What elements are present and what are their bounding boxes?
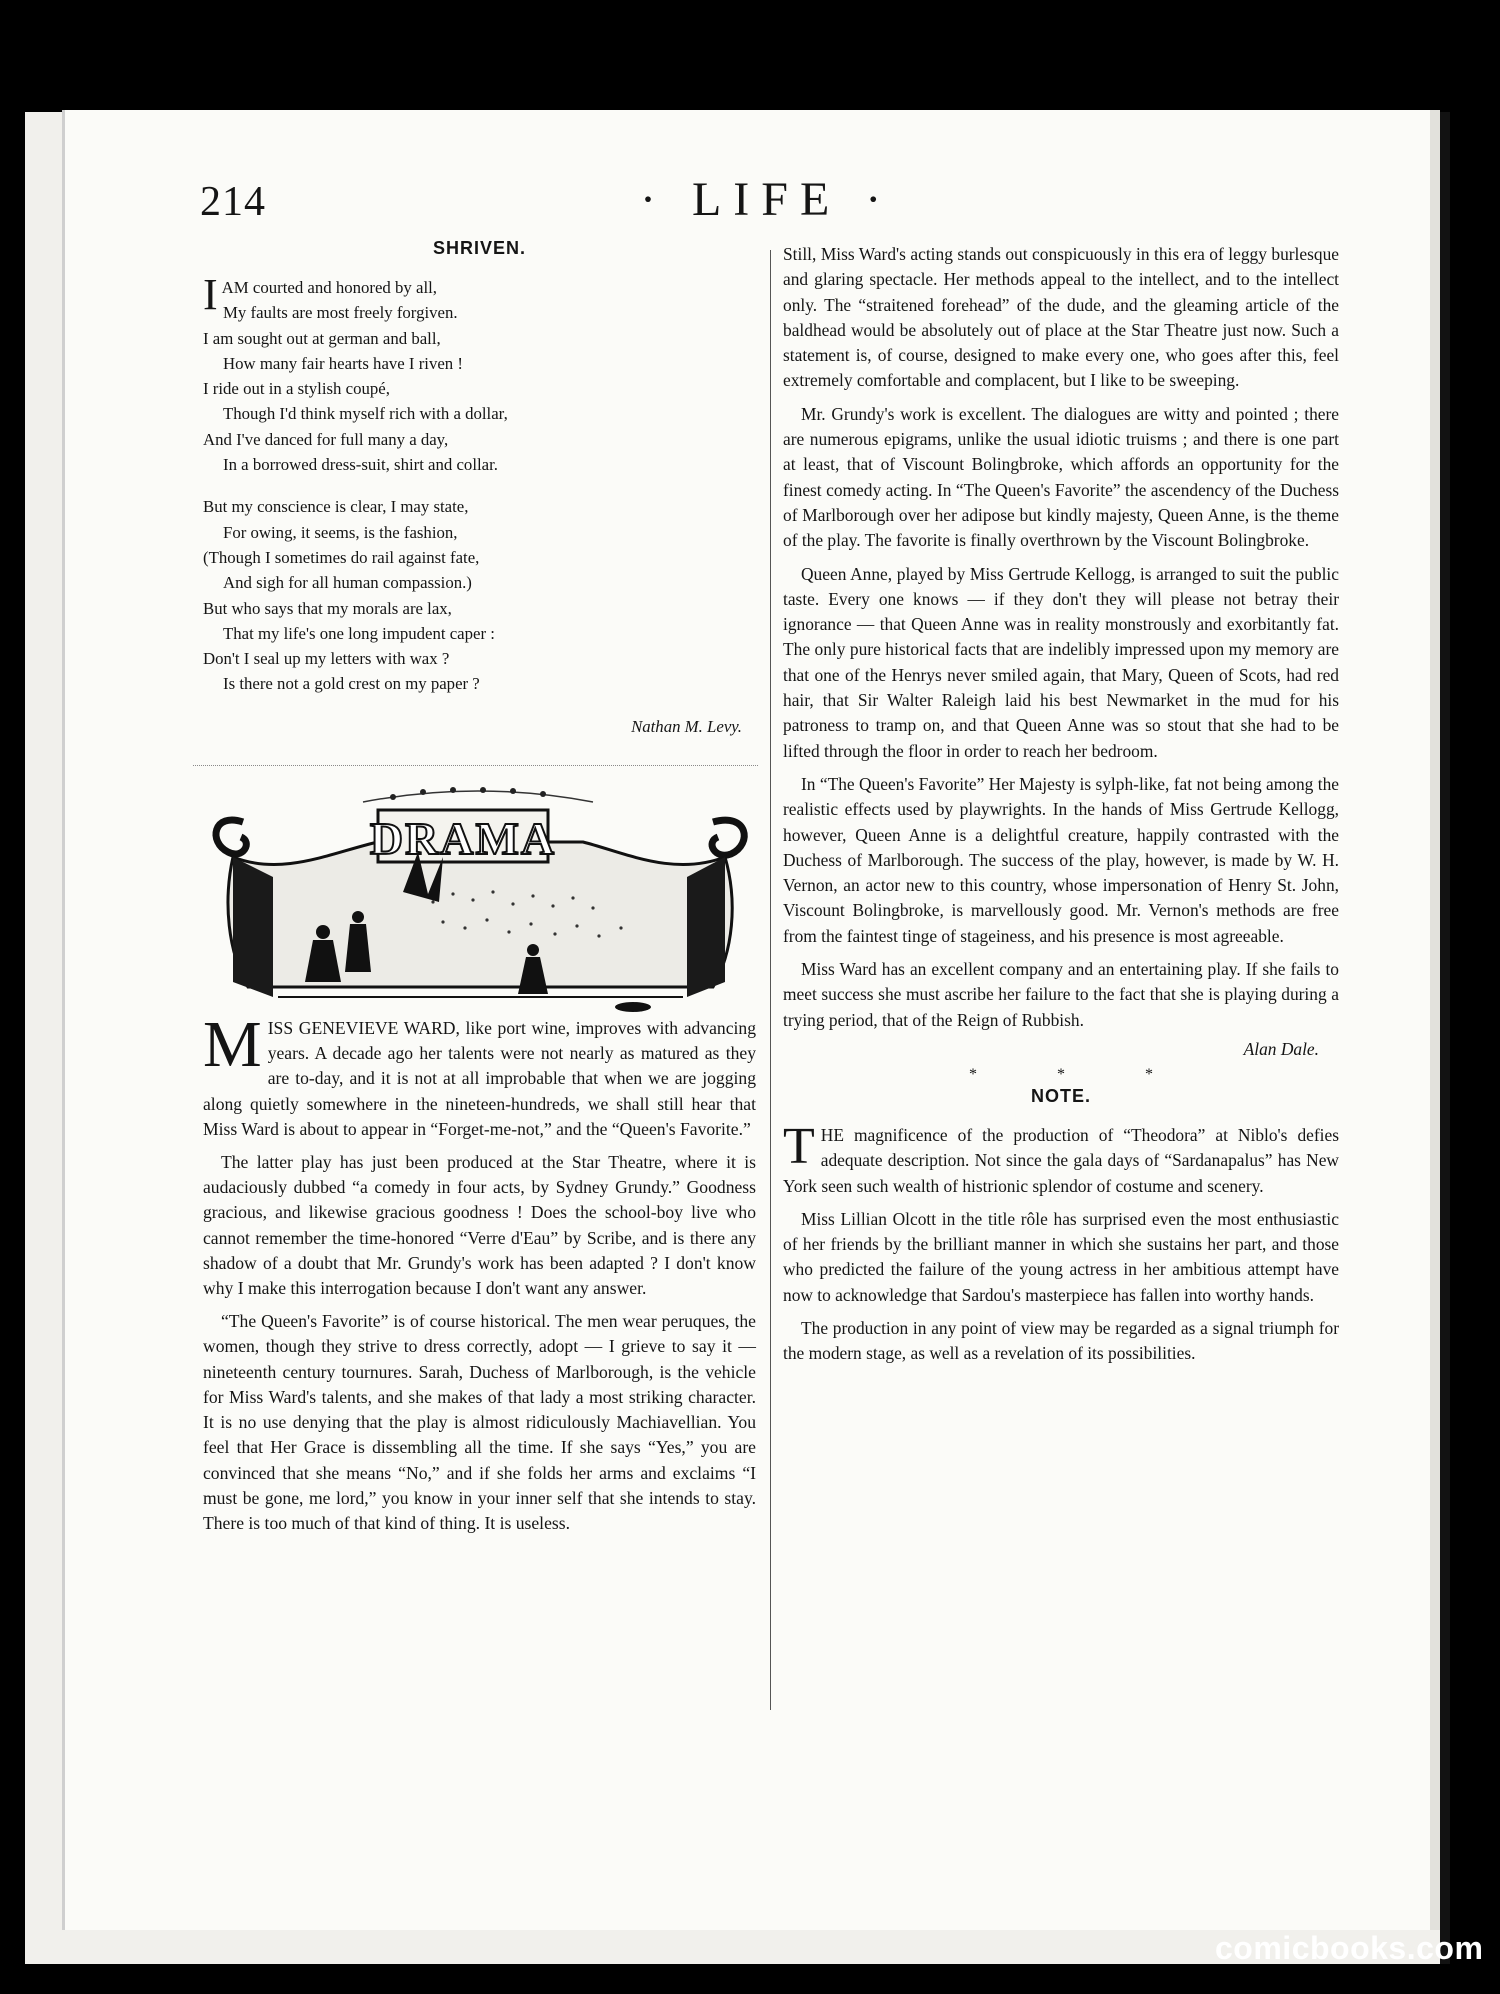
poem-line: I am sought out at german and ball, xyxy=(203,328,441,348)
column-divider xyxy=(770,250,771,1710)
drama-article-right xyxy=(783,242,1339,1367)
article-author: Alan Dale. xyxy=(1243,1038,1319,1059)
poem-line: Is there not a gold crest on my paper ? xyxy=(223,674,480,694)
page-edge-shadow xyxy=(1430,110,1440,1930)
note-paragraph: The production in any point of view may be regarded as a signal triumph for the modern stage, as well as a revelation of its possibilities. xyxy=(783,1317,1339,1364)
poem-title: SHRIVEN. xyxy=(432,238,527,258)
poem-line: But who says that my morals are lax, xyxy=(203,598,452,618)
section-stars: * * * xyxy=(969,1065,1191,1083)
facing-page-edge xyxy=(1440,112,1450,1964)
poem-line: And I've danced for full many a day, xyxy=(203,429,449,449)
article-paragraph: “The Queen's Favorite” is of course historical. The men wear peruques, the women, though they strive to dress correctly, adopt — I grieve to say it — nineteenth century tournures. Sarah, Duchess of Marlborough, is the vehicle for Miss Ward's talents, and she makes of that lady a most striking character. It is no use denying that the play is almost ridiculously Machiavellian. You feel that Her Grace is dissembling all the time. If she says “Yes,” you are convinced that she means “No,” and if she folds her arms and exclaims “I must be gone, me lord,” you know in your inner self that she intends to stay. There is too much of that kind of thing. It is useless. xyxy=(203,1311,756,1533)
poem-line: In a borrowed dress-suit, shirt and collar. xyxy=(223,455,498,475)
right-column xyxy=(783,242,1339,1375)
poem-signature: Nathan M. Levy. xyxy=(631,716,742,736)
poem xyxy=(203,270,756,739)
article-paragraph xyxy=(203,1008,756,1142)
drama-illustration xyxy=(203,782,756,1016)
watermark: comicbooks.com xyxy=(1215,1930,1484,1966)
article-paragraph: Still, Miss Ward's acting stands out conspicuously in this era of leggy burlesque and glaring spectacle. Her methods appeal to the intellect, and to the intellect only. The “straitened forehead” of the dude, and the gleaming article of the baldhead would be absolutely out of place at the Star Theatre just now. Such a statement is, of course, designed to make every one, who goes after this, feel extremely comfortable and complacent, but I like to be sweeping. xyxy=(783,244,1339,391)
article-drop-cap: M xyxy=(203,1008,262,1082)
note-title: NOTE. xyxy=(1030,1085,1091,1106)
note-drop-cap: T xyxy=(783,1117,815,1175)
poem-line: (Though I sometimes do rail against fate, xyxy=(203,547,480,567)
poem-line: And sigh for all human compassion.) xyxy=(223,573,472,593)
drama-illustration-art xyxy=(203,782,756,1016)
note-text: HE magnificence of the production of “Theodora” at Niblo's defies adequate description. Not since the gala days of “Sardanapalus” has New York seen such wealth of histrionic splendor of costume and scenery. xyxy=(783,1124,1339,1196)
poem-line: Though I'd think myself rich with a dollar, xyxy=(223,404,508,424)
poem-line: That my life's one long impudent caper : xyxy=(223,623,495,643)
masthead-title: · LIFE · xyxy=(640,173,894,226)
poem-stanza-1 xyxy=(203,270,756,477)
poem-line: How many fair hearts have I riven ! xyxy=(223,353,463,373)
poem-line: AM courted and honored by all, xyxy=(221,278,437,297)
poem-line: But my conscience is clear, I may state, xyxy=(203,497,469,517)
poem-line: Don't I seal up my letters with wax ? xyxy=(203,649,450,669)
note-paragraph: Miss Lillian Olcott in the title rôle has surprised even the most enthusiastic of her friends by the brilliant manner in which she sustains her part, and those who predicted the failure of the young actress in her ambitious attempt have now to acknowledge that Sardou's masterpiece has fallen into worthy hands. xyxy=(783,1208,1339,1305)
article-paragraph: The latter play has just been produced at the Star Theatre, where it is audaciously dubbed “a comedy in four acts, by Sydney Grundy.” Goodness gracious, and likewise gracious goodness ! Does the school-boy live who cannot remember the time-honored “Verre d'Eau” by Scribe, and is there any shadow of a doubt that Mr. Grundy's work has been adapted ? I don't know why I make this interrogation because I don't want any answer. xyxy=(203,1152,756,1299)
page-number: 214 xyxy=(200,179,266,225)
article-paragraph: In “The Queen's Favorite” Her Majesty is sylph-like, fat not being among the realistic effects used by playwrights. In the hands of Miss Gertrude Kellogg, however, Queen Anne is a delightful creature, happily contrasted with the Duchess of Marlborough. The success of the play, however, is made by W. H. Vernon, an actor new to this country, whose impersonation of Henry St. John, Viscount Bolingbroke, is marvellously good. Mr. Vernon's methods are free from the faintest tinge of stageiness, and his presence is most agreeable. xyxy=(783,773,1339,946)
drama-article-left xyxy=(203,1008,756,1536)
note-paragraph xyxy=(783,1117,1339,1199)
poem-line: For owing, it seems, is the fashion, xyxy=(223,522,458,542)
article-paragraph: Mr. Grundy's work is excellent. The dialogues are witty and pointed ; there are numerous epigrams, unlike the usual idiotic truisms ; and there is one part at least, that of Viscount Bolingbroke, which affords an opportunity for the finest comedy acting. In “The Queen's Favorite” the ascendency of the Duchess of Marlborough over her adipose but kindly majesty, Queen Anne, is the theme of the play. The favorite is finally overthrown by the Viscount Bolingbroke. xyxy=(783,403,1339,551)
drama-title: DRAMA xyxy=(369,813,557,865)
poem-line: My faults are most freely forgiven. xyxy=(223,303,458,323)
section-rule xyxy=(193,765,758,766)
poem-drop-cap: I xyxy=(203,270,218,319)
left-column xyxy=(203,238,756,1544)
article-paragraph: Miss Ward has an excellent company and an entertaining play. If she fails to meet success she must ascribe her failure to the fact that she is playing during a trying period, that of the Reign of Rubbish. xyxy=(783,959,1339,1030)
poem-line: I ride out in a stylish coupé, xyxy=(203,379,390,399)
poem-stanza-2 xyxy=(203,494,756,696)
article-text: ISS GENEVIEVE WARD, like port wine, improves with advancing years. A decade ago her talents were not nearly as matured as they are to-day, and it is not at all improbable that when we are jogging along quietly somewhere in the nineteen-hundreds, we shall still hear that Miss Ward is about to appear in “Forget-me-not,” and the “Queen's Favorite.” xyxy=(203,1018,756,1139)
article-paragraph: Queen Anne, played by Miss Gertrude Kellogg, is arranged to suit the public taste. Every one knows — if they don't they will please not betray their ignorance — that Queen Anne was in reality monstrously and exorbitantly fat. The only pure historical facts that are indelibly impressed upon my memory are that one of the Henrys never smiled again, that Mary, Queen of Scots, had red hair, that Sir Walter Raleigh laid his best Newmarket in the mud for his patroness to tramp on, and that Queen Anne was so stout that she had to be lifted through the floor in order to reach her bedroom. xyxy=(783,563,1339,761)
